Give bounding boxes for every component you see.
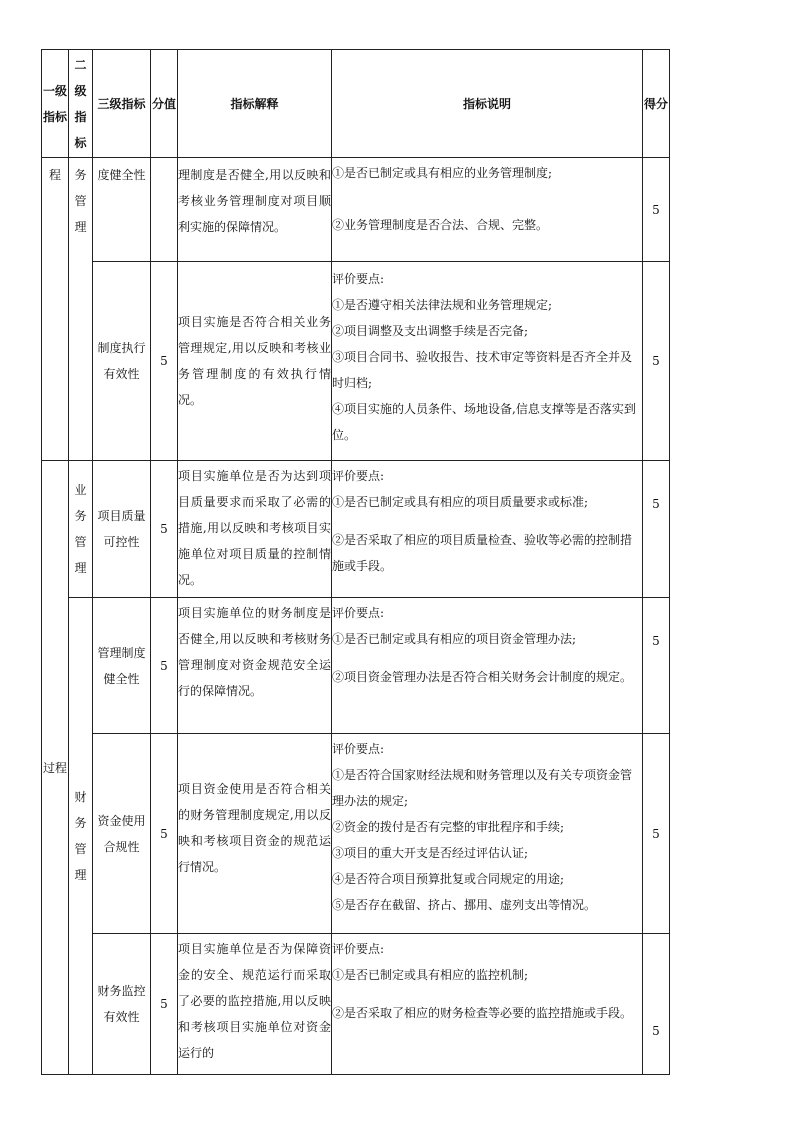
header-desc: 指标说明	[332, 50, 643, 158]
level2-cell: 务管理	[69, 158, 93, 461]
level3-cell: 项目质量可控性	[93, 461, 151, 598]
desc-cell	[332, 461, 643, 598]
desc-line: ②是否采取了相应的财务检查等必要的监控措施或手段。	[332, 1006, 633, 1020]
score-cell: 5	[151, 262, 178, 461]
header-result: 得分	[643, 50, 670, 158]
score-cell: 5	[151, 934, 178, 1075]
desc-cell	[332, 598, 643, 734]
result-cell: 5	[643, 262, 670, 461]
header-level3: 三级指标	[93, 50, 151, 158]
header-row	[42, 50, 670, 158]
table-row	[42, 734, 670, 934]
level3-cell: 度健全性	[93, 158, 151, 262]
desc-line: ①是否遵守相关法律法规和业务管理规定;	[332, 298, 553, 312]
level1-cell: 过程	[42, 461, 69, 1075]
desc-line: 评价要点:	[332, 742, 385, 756]
header-level1: 一级指标	[42, 50, 69, 158]
desc-line: ③项目的重大开支是否经过评估认证;	[332, 846, 529, 860]
explain-cell: 理制度是否健全,用以反映和考核业务管理制度对项目顺利实施的保障情况。	[178, 158, 332, 262]
evaluation-table	[41, 49, 670, 1075]
header-explain: 指标解释	[178, 50, 332, 158]
desc-line: 评价要点:	[332, 469, 385, 483]
desc-cell	[332, 262, 643, 461]
table-row	[42, 262, 670, 461]
explain-cell: 项目实施单位是否为保障资金的安全、规范运行而采取了必要的监控措施,用以反映和考核项目实施单位对资金运行的	[178, 934, 332, 1075]
desc-line: ①是否符合国家财经法规和财务管理以及有关专项资金管理办法的规定;	[332, 768, 633, 808]
table-row	[42, 158, 670, 262]
desc-line: 评价要点:	[332, 606, 385, 620]
desc-line: ②资金的拨付是否有完整的审批程序和手续;	[332, 820, 565, 834]
score-cell: 5	[151, 598, 178, 734]
level3-cell: 管理制度健全性	[93, 598, 151, 734]
table-row	[42, 598, 670, 734]
desc-cell	[332, 934, 643, 1075]
desc-line: ①是否已制定或具有相应的监控机制;	[332, 968, 529, 982]
level3-cell: 财务监控有效性	[93, 934, 151, 1075]
result-cell: 5	[643, 934, 670, 1075]
desc-line: ②项目资金管理办法是否符合相关财务会计制度的规定。	[332, 670, 633, 684]
level3-cell: 制度执行有效性	[93, 262, 151, 461]
result-cell: 5	[643, 598, 670, 734]
table-row	[42, 934, 670, 1075]
level2-cell: 业务管理	[69, 461, 93, 598]
header-level2: 二级指标	[69, 50, 93, 158]
explain-cell: 项目资金使用是否符合相关的财务管理制度规定,用以反映和考核项目资金的规范运行情况。	[178, 734, 332, 934]
desc-line: ④项目实施的人员条件、场地设备,信息支撑等是否落实到位。	[332, 402, 636, 442]
desc-line: ①是否已制定或具有相应的业务管理制度;	[332, 166, 553, 180]
desc-line: ①是否已制定或具有相应的项目资金管理办法;	[332, 632, 577, 646]
result-cell: 5	[643, 461, 670, 598]
desc-line: ②是否采取了相应的项目质量检查、验收等必需的控制措施或手段。	[332, 533, 633, 573]
desc-line: 评价要点:	[332, 942, 385, 956]
explain-cell: 项目实施单位的财务制度是否健全,用以反映和考核财务管理制度对资金规范安全运行的保障情况。	[178, 598, 332, 734]
table-row	[42, 461, 670, 598]
header-score: 分值	[151, 50, 178, 158]
desc-line: ③项目合同书、验收报告、技术审定等资料是否齐全并及时归档;	[332, 350, 633, 390]
desc-line: ②项目调整及支出调整手续是否完备;	[332, 324, 529, 338]
desc-cell	[332, 158, 643, 262]
desc-line: ①是否已制定或具有相应的项目质量要求或标准;	[332, 495, 589, 509]
level3-cell: 资金使用合规性	[93, 734, 151, 934]
level1-cell: 程	[42, 158, 69, 461]
desc-line: ④是否符合项目预算批复或合同规定的用途;	[332, 872, 565, 886]
desc-line: ②业务管理制度是否合法、合规、完整。	[332, 218, 549, 232]
result-cell: 5	[643, 158, 670, 262]
score-cell	[151, 158, 178, 262]
result-cell: 5	[643, 734, 670, 934]
score-cell: 5	[151, 734, 178, 934]
desc-line: 评价要点:	[332, 272, 385, 286]
explain-cell: 项目实施单位是否为达到项目质量要求而采取了必需的措施,用以反映和考核项目实施单位对项目质量的控制情况。	[178, 461, 332, 598]
desc-cell	[332, 734, 643, 934]
desc-line: ⑤是否存在截留、挤占、挪用、虚列支出等情况。	[332, 898, 597, 912]
score-cell: 5	[151, 461, 178, 598]
level2-cell: 财务管理	[69, 598, 93, 1075]
explain-cell: 项目实施是否符合相关业务管理规定,用以反映和考核业务管理制度的有效执行情况。	[178, 262, 332, 461]
